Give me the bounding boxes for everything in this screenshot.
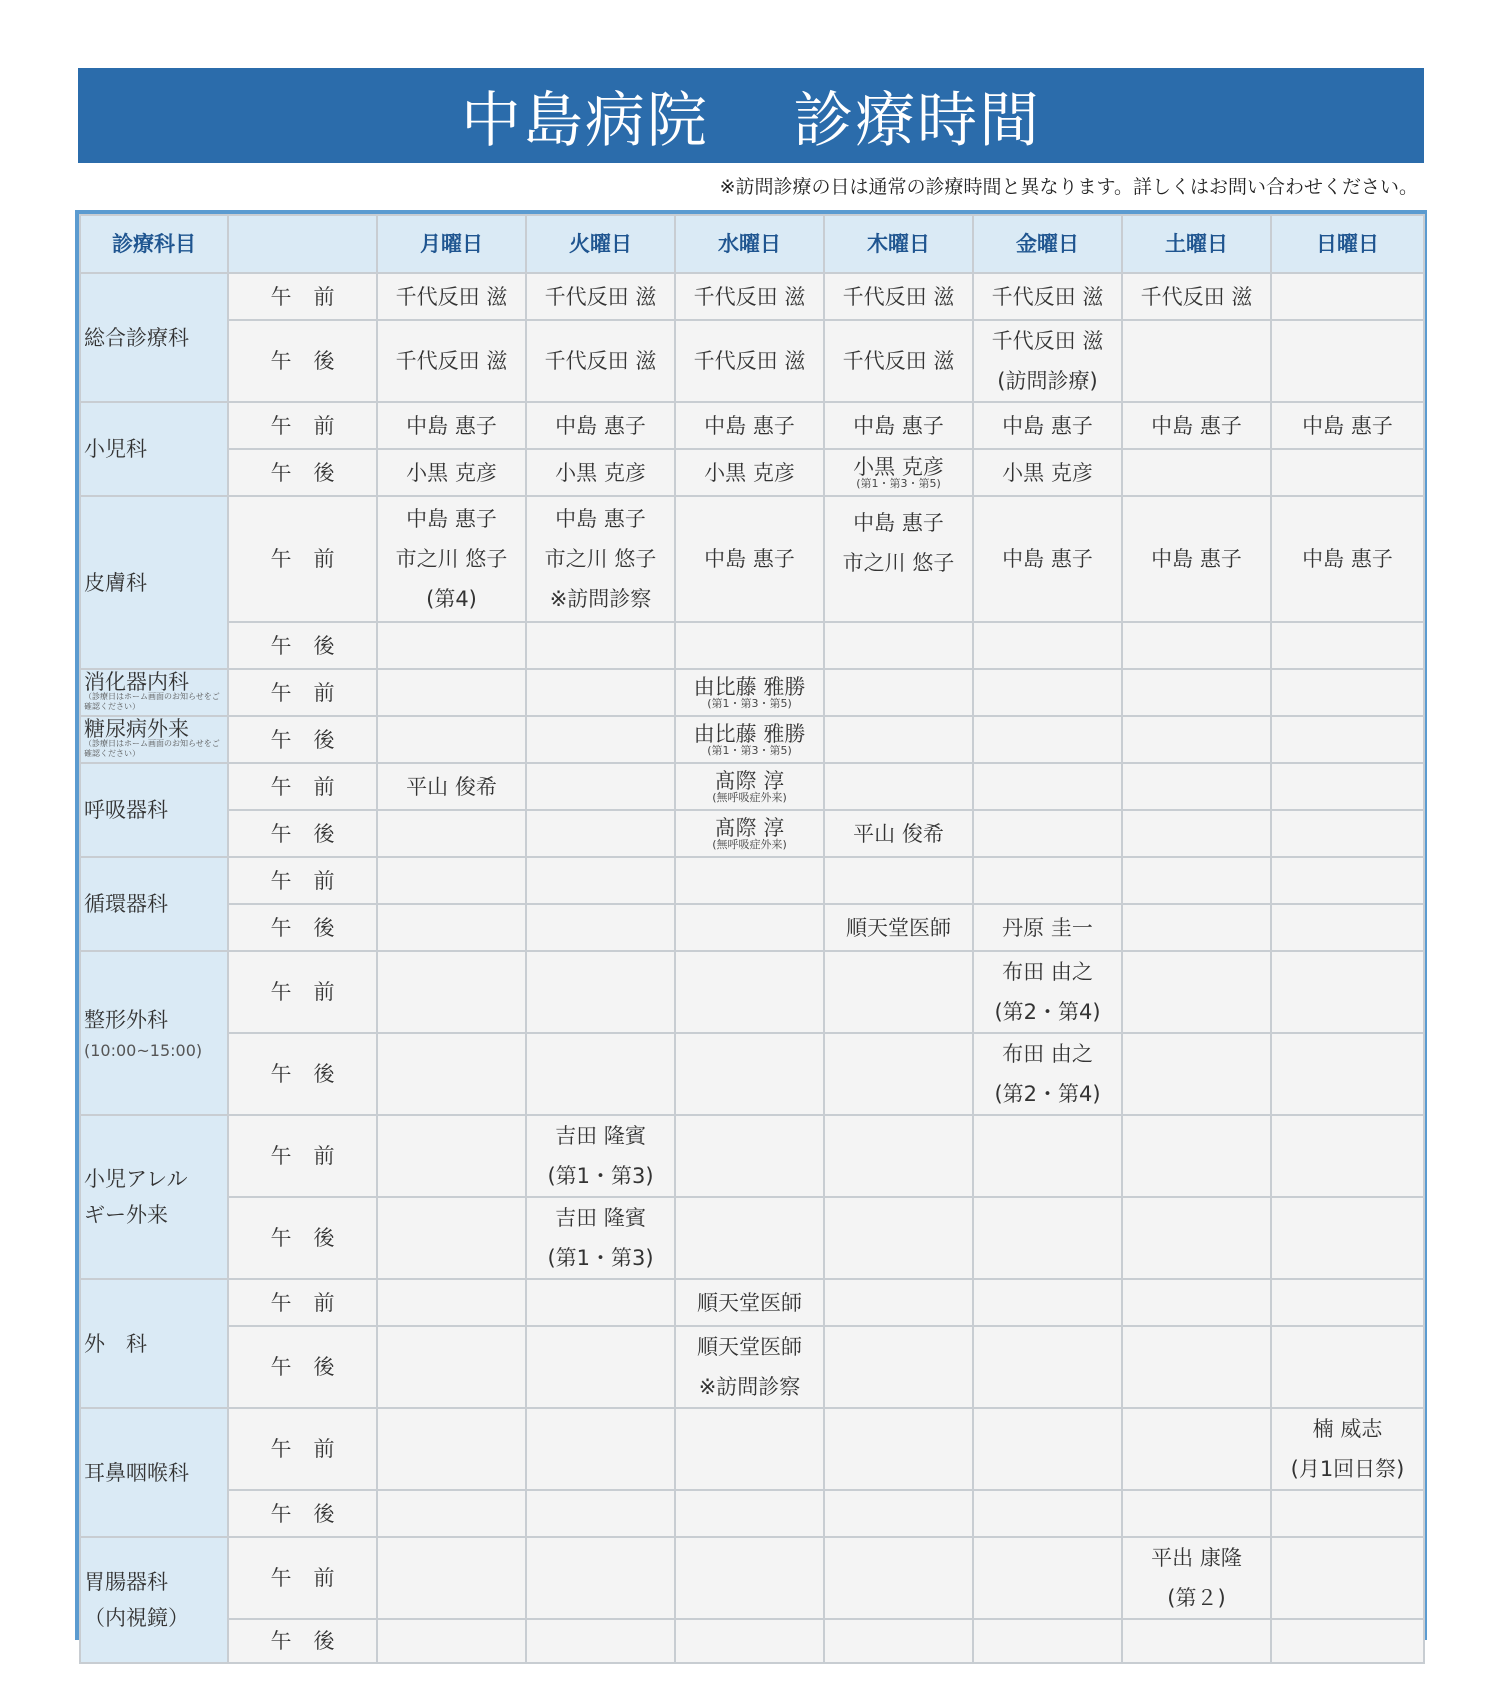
schedule-table <box>75 210 1427 1653</box>
table-row <box>80 402 1424 449</box>
cell <box>973 763 1122 810</box>
cell: 中島 惠子 市之川 悠子 <box>824 496 973 622</box>
cell <box>675 622 824 669</box>
cell <box>824 669 973 716</box>
cell <box>1271 763 1424 810</box>
cell: 順天堂医師 ※訪問診察 <box>675 1326 824 1408</box>
cell: 中島 惠子 <box>526 402 675 449</box>
cell <box>675 1619 824 1663</box>
slot-pm: 午後 <box>228 904 377 951</box>
cell <box>1122 1408 1271 1490</box>
cell <box>973 1537 1122 1619</box>
cell <box>1271 1033 1424 1115</box>
cell <box>377 1490 526 1537</box>
cell: 中島 惠子 <box>973 496 1122 622</box>
cell <box>824 622 973 669</box>
slot-am: 午前 <box>228 1537 377 1619</box>
cell <box>675 1115 824 1197</box>
slot-pm: 午後 <box>228 622 377 669</box>
table-row <box>80 669 1424 716</box>
slot-pm: 午後 <box>228 1033 377 1115</box>
dept-pediatric-allergy: 小児アレル ギー外来 <box>80 1115 228 1279</box>
cell <box>1271 622 1424 669</box>
cell <box>1122 1197 1271 1279</box>
cell <box>1122 763 1271 810</box>
cell: 中島 惠子 <box>1122 402 1271 449</box>
cell: 楠 威志 (月1回日祭) <box>1271 1408 1424 1490</box>
cell: 髙際 淳 (無呼吸症外来) <box>675 810 824 857</box>
cell <box>824 1408 973 1490</box>
cell <box>1271 857 1424 904</box>
dept-gastro: 消化器内科 （診療日はホーム画面のお知らせをご確認ください） <box>80 669 228 716</box>
cell <box>1122 1619 1271 1663</box>
cell <box>973 1115 1122 1197</box>
cell <box>1271 669 1424 716</box>
slot-pm: 午後 <box>228 716 377 763</box>
cell: 千代反田 滋 <box>526 273 675 320</box>
cell <box>1122 716 1271 763</box>
slot-pm: 午後 <box>228 1326 377 1408</box>
cell <box>675 857 824 904</box>
cell: 順天堂医師 <box>824 904 973 951</box>
cell <box>377 1619 526 1663</box>
cell <box>1122 1033 1271 1115</box>
cell <box>377 904 526 951</box>
cell <box>377 1033 526 1115</box>
cell <box>1271 1490 1424 1537</box>
cell: 千代反田 滋 <box>675 320 824 402</box>
table-row <box>80 1326 1424 1408</box>
cell <box>526 622 675 669</box>
table-row <box>80 496 1424 622</box>
cell <box>824 951 973 1033</box>
table-row <box>80 320 1424 402</box>
cell <box>675 1537 824 1619</box>
cell: 中島 惠子 <box>675 496 824 622</box>
cell <box>526 810 675 857</box>
cell <box>973 1279 1122 1326</box>
cell <box>1122 904 1271 951</box>
table-row <box>80 1490 1424 1537</box>
table-row <box>80 1115 1424 1197</box>
cell <box>1122 810 1271 857</box>
cell <box>973 1197 1122 1279</box>
cell <box>526 1033 675 1115</box>
cell: 順天堂医師 <box>675 1279 824 1326</box>
cell <box>526 1490 675 1537</box>
cell: 中島 惠子 市之川 悠子 (第4) <box>377 496 526 622</box>
table-row <box>80 449 1424 496</box>
cell <box>1271 273 1424 320</box>
cell <box>377 1115 526 1197</box>
slot-am: 午前 <box>228 496 377 622</box>
header-dept: 診療科目 <box>80 215 228 273</box>
table-row <box>80 1619 1424 1663</box>
cell <box>1122 951 1271 1033</box>
cell <box>973 810 1122 857</box>
cell <box>824 1490 973 1537</box>
header-fri: 金曜日 <box>973 215 1122 273</box>
slot-pm: 午後 <box>228 810 377 857</box>
cell <box>824 716 973 763</box>
cell: 中島 惠子 <box>1271 496 1424 622</box>
cell <box>526 716 675 763</box>
dept-dermatology: 皮膚科 <box>80 496 228 669</box>
dept-general: 総合診療科 <box>80 273 228 402</box>
table-row <box>80 273 1424 320</box>
cell <box>1122 1115 1271 1197</box>
cell <box>526 763 675 810</box>
slot-am: 午前 <box>228 1115 377 1197</box>
cell <box>675 1490 824 1537</box>
header-row <box>80 215 1424 273</box>
table-row <box>80 1537 1424 1619</box>
slot-pm: 午後 <box>228 1490 377 1537</box>
slot-pm: 午後 <box>228 320 377 402</box>
cell: 由比藤 雅勝 (第1・第3・第5) <box>675 669 824 716</box>
cell: 平山 俊希 <box>824 810 973 857</box>
dept-respiratory: 呼吸器科 <box>80 763 228 857</box>
cell <box>675 951 824 1033</box>
cell: 中島 惠子 <box>675 402 824 449</box>
cell <box>377 716 526 763</box>
cell <box>526 669 675 716</box>
cell: 平山 俊希 <box>377 763 526 810</box>
page-title <box>78 68 1424 163</box>
cell <box>526 904 675 951</box>
table-row <box>80 716 1424 763</box>
table-row <box>80 1408 1424 1490</box>
cell: 千代反田 滋 <box>377 273 526 320</box>
cell <box>973 1326 1122 1408</box>
slot-am: 午前 <box>228 951 377 1033</box>
cell: 中島 惠子 市之川 悠子 ※訪問診察 <box>526 496 675 622</box>
cell: 布田 由之 (第2・第4) <box>973 1033 1122 1115</box>
cell: 千代反田 滋 <box>1122 273 1271 320</box>
cell <box>1271 1115 1424 1197</box>
table-row <box>80 857 1424 904</box>
cell: 中島 惠子 <box>824 402 973 449</box>
cell <box>1271 1197 1424 1279</box>
dept-surgery: 外 科 <box>80 1279 228 1408</box>
cell: 中島 惠子 <box>1122 496 1271 622</box>
cell: 千代反田 滋 (訪問診療) <box>973 320 1122 402</box>
cell <box>526 1619 675 1663</box>
slot-am: 午前 <box>228 857 377 904</box>
cell <box>675 904 824 951</box>
cell <box>824 1197 973 1279</box>
dept-cardiology: 循環器科 <box>80 857 228 951</box>
header-thu: 木曜日 <box>824 215 973 273</box>
cell: 吉田 隆賓 (第1・第3) <box>526 1115 675 1197</box>
cell <box>377 857 526 904</box>
cell <box>377 1197 526 1279</box>
table-row <box>80 622 1424 669</box>
cell: 小黒 克彦 (第1・第3・第5) <box>824 449 973 496</box>
cell <box>526 1279 675 1326</box>
cell <box>1271 1619 1424 1663</box>
cell <box>526 1537 675 1619</box>
cell <box>973 1490 1122 1537</box>
cell <box>824 1115 973 1197</box>
visit-notice: ※訪問診療の日は通常の診療時間と異なります。詳しくはお問い合わせください。 <box>719 176 1418 198</box>
cell <box>1271 904 1424 951</box>
cell <box>973 622 1122 669</box>
slot-am: 午前 <box>228 1408 377 1490</box>
cell: 千代反田 滋 <box>526 320 675 402</box>
cell <box>675 1033 824 1115</box>
cell <box>973 857 1122 904</box>
cell <box>377 1408 526 1490</box>
cell: 小黒 克彦 <box>526 449 675 496</box>
dept-pediatrics: 小児科 <box>80 402 228 496</box>
cell: 布田 由之 (第2・第4) <box>973 951 1122 1033</box>
cell <box>1122 1279 1271 1326</box>
cell <box>1122 857 1271 904</box>
cell <box>1122 622 1271 669</box>
dept-diabetes: 糖尿病外来 （診療日はホーム画面のお知らせをご確認ください） <box>80 716 228 763</box>
table-row <box>80 1197 1424 1279</box>
cell: 吉田 隆賓 (第1・第3) <box>526 1197 675 1279</box>
table-row <box>80 951 1424 1033</box>
cell <box>377 669 526 716</box>
slot-pm: 午後 <box>228 449 377 496</box>
cell <box>824 1619 973 1663</box>
cell: 平出 康隆 (第２) <box>1122 1537 1271 1619</box>
cell <box>824 1033 973 1115</box>
cell: 千代反田 滋 <box>824 320 973 402</box>
cell: 髙際 淳 (無呼吸症外来) <box>675 763 824 810</box>
cell <box>526 857 675 904</box>
slot-am: 午前 <box>228 402 377 449</box>
cell: 千代反田 滋 <box>675 273 824 320</box>
slot-am: 午前 <box>228 669 377 716</box>
cell <box>1122 449 1271 496</box>
cell: 千代反田 滋 <box>973 273 1122 320</box>
header-tue: 火曜日 <box>526 215 675 273</box>
header-slot <box>228 215 377 273</box>
cell: 千代反田 滋 <box>377 320 526 402</box>
cell <box>1271 951 1424 1033</box>
cell <box>377 622 526 669</box>
cell <box>1122 669 1271 716</box>
cell <box>526 1326 675 1408</box>
dept-ent: 耳鼻咽喉科 <box>80 1408 228 1537</box>
slot-am: 午前 <box>228 273 377 320</box>
cell <box>1122 1490 1271 1537</box>
cell <box>824 1537 973 1619</box>
cell <box>1271 1326 1424 1408</box>
table-row <box>80 763 1424 810</box>
cell: 小黒 克彦 <box>973 449 1122 496</box>
slot-am: 午前 <box>228 1279 377 1326</box>
cell <box>526 951 675 1033</box>
cell: 由比藤 雅勝 (第1・第3・第5) <box>675 716 824 763</box>
cell: 中島 惠子 <box>973 402 1122 449</box>
cell: 千代反田 滋 <box>824 273 973 320</box>
cell <box>377 810 526 857</box>
slot-pm: 午後 <box>228 1619 377 1663</box>
header-sat: 土曜日 <box>1122 215 1271 273</box>
header-wed: 水曜日 <box>675 215 824 273</box>
dept-orthopedics: 整形外科 (10:00~15:00) <box>80 951 228 1115</box>
cell <box>1271 1279 1424 1326</box>
cell <box>1122 320 1271 402</box>
table-row <box>80 1033 1424 1115</box>
cell <box>1271 320 1424 402</box>
slot-am: 午前 <box>228 763 377 810</box>
cell: 中島 惠子 <box>377 402 526 449</box>
table-row <box>80 810 1424 857</box>
cell <box>1122 1326 1271 1408</box>
slot-pm: 午後 <box>228 1197 377 1279</box>
cell: 丹原 圭一 <box>973 904 1122 951</box>
cell <box>377 951 526 1033</box>
cell <box>377 1279 526 1326</box>
cell: 小黒 克彦 <box>675 449 824 496</box>
table-row <box>80 904 1424 951</box>
cell <box>973 669 1122 716</box>
cell <box>1271 716 1424 763</box>
cell <box>824 1326 973 1408</box>
cell <box>824 857 973 904</box>
cell <box>824 763 973 810</box>
header-mon: 月曜日 <box>377 215 526 273</box>
cell <box>377 1326 526 1408</box>
table-row <box>80 1279 1424 1326</box>
cell <box>526 1408 675 1490</box>
cell <box>675 1408 824 1490</box>
cell <box>1271 449 1424 496</box>
title-hours: 診療時間 <box>793 85 1042 156</box>
cell <box>1271 810 1424 857</box>
cell <box>973 1619 1122 1663</box>
cell <box>824 1279 973 1326</box>
cell <box>675 1197 824 1279</box>
hospital-name: 中島病院 <box>460 85 709 156</box>
cell: 小黒 克彦 <box>377 449 526 496</box>
header-sun: 日曜日 <box>1271 215 1424 273</box>
cell <box>377 1537 526 1619</box>
cell: 中島 惠子 <box>1271 402 1424 449</box>
dept-gi-endoscopy: 胃腸器科 （内視鏡） <box>80 1537 228 1663</box>
cell <box>973 716 1122 763</box>
cell <box>1271 1537 1424 1619</box>
cell <box>973 1408 1122 1490</box>
